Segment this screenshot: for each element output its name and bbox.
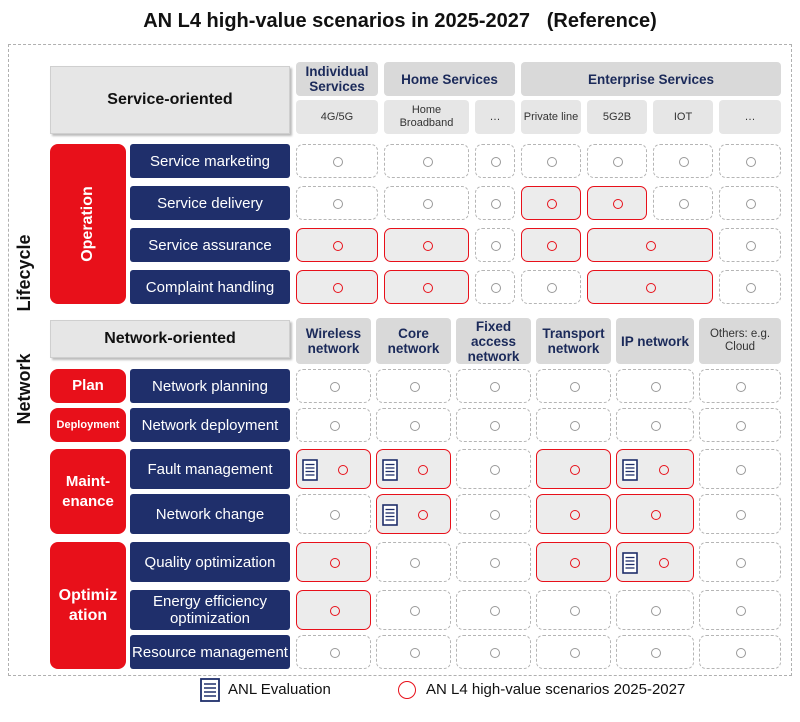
scenario-cell bbox=[616, 408, 694, 442]
scenario-cell bbox=[296, 369, 371, 403]
scenario-marker bbox=[418, 465, 428, 475]
scenario-cell bbox=[296, 408, 371, 442]
scenario-marker bbox=[491, 283, 501, 293]
scenario-marker bbox=[423, 157, 433, 167]
scenario-marker bbox=[613, 157, 623, 167]
scenario-marker bbox=[490, 510, 500, 520]
scenario-cell bbox=[456, 408, 531, 442]
anl-evaluation-icon bbox=[302, 459, 318, 481]
scenario-cell bbox=[521, 228, 581, 262]
column-head-individual-services: Individual Services bbox=[296, 62, 378, 96]
scenario-cell bbox=[296, 542, 371, 582]
scenario-cell bbox=[456, 449, 531, 489]
scenario-marker bbox=[423, 199, 433, 209]
scenario-marker bbox=[491, 199, 501, 209]
service-row-label: Service assurance bbox=[130, 228, 290, 262]
scenario-cell bbox=[456, 635, 531, 669]
network-section: Maint-enance bbox=[50, 449, 126, 534]
scenario-cell bbox=[376, 494, 451, 534]
column-head-enterprise-services: Enterprise Services bbox=[521, 62, 781, 96]
network-row-label: Resource management bbox=[130, 635, 290, 669]
scenario-marker bbox=[646, 283, 656, 293]
subhead-private-line: Private line bbox=[521, 100, 581, 134]
scenario-cell bbox=[376, 369, 451, 403]
scenario-marker bbox=[418, 510, 428, 520]
subhead-enterprise-more: … bbox=[719, 100, 781, 134]
subhead-5g2b: 5G2B bbox=[587, 100, 647, 134]
anl-evaluation-icon bbox=[622, 459, 638, 481]
scenario-marker bbox=[330, 648, 340, 658]
scenario-cell bbox=[719, 228, 781, 262]
scenario-marker bbox=[746, 157, 756, 167]
scenario-cell bbox=[456, 590, 531, 630]
scenario-cell bbox=[616, 635, 694, 669]
scenario-marker bbox=[410, 421, 420, 431]
scenario-marker bbox=[736, 421, 746, 431]
scenario-marker bbox=[746, 199, 756, 209]
service-oriented-header: Service-oriented bbox=[50, 66, 290, 134]
scenario-cell bbox=[376, 449, 451, 489]
scenario-marker bbox=[570, 558, 580, 568]
scenario-cell bbox=[699, 449, 781, 489]
network-row-label: Fault management bbox=[130, 449, 290, 489]
lifecycle-side-label: Lifecycle bbox=[14, 234, 34, 312]
scenario-marker bbox=[330, 421, 340, 431]
column-head-home-services: Home Services bbox=[384, 62, 515, 96]
scenario-cell bbox=[699, 590, 781, 630]
network-section: Deployment bbox=[50, 408, 126, 442]
scenario-cell bbox=[719, 270, 781, 304]
network-row-label: Quality optimization bbox=[130, 542, 290, 582]
scenario-marker bbox=[570, 465, 580, 475]
scenario-cell bbox=[719, 186, 781, 220]
scenario-marker bbox=[547, 241, 557, 251]
scenario-cell bbox=[296, 144, 378, 178]
scenario-marker bbox=[547, 283, 557, 293]
scenario-cell bbox=[719, 144, 781, 178]
section-operation bbox=[50, 144, 126, 304]
network-section: Optimiz ation bbox=[50, 542, 126, 669]
scenario-cell bbox=[296, 449, 371, 489]
scenario-marker bbox=[490, 558, 500, 568]
network-row-label: Network planning bbox=[130, 369, 290, 403]
scenario-marker bbox=[333, 199, 343, 209]
network-column-head: Fixed access network bbox=[456, 318, 531, 364]
scenario-marker bbox=[736, 558, 746, 568]
scenario-marker bbox=[491, 157, 501, 167]
scenario-marker bbox=[570, 648, 580, 658]
scenario-cell bbox=[616, 449, 694, 489]
scenario-cell bbox=[536, 369, 611, 403]
scenario-cell bbox=[296, 635, 371, 669]
anl-evaluation-icon bbox=[382, 459, 398, 481]
legend-eval-label: ANL Evaluation bbox=[228, 681, 331, 698]
scenario-cell bbox=[536, 449, 611, 489]
scenario-marker bbox=[736, 606, 746, 616]
scenario-cell bbox=[296, 494, 371, 534]
scenario-cell bbox=[587, 186, 647, 220]
scenario-marker bbox=[490, 648, 500, 658]
scenario-marker bbox=[333, 241, 343, 251]
scenario-cell bbox=[536, 408, 611, 442]
subhead-home-more: … bbox=[475, 100, 515, 134]
legend-hv-label: AN L4 high-value scenarios 2025-2027 bbox=[426, 681, 686, 698]
scenario-marker bbox=[651, 648, 661, 658]
scenario-cell bbox=[475, 186, 515, 220]
scenario-marker bbox=[659, 465, 669, 475]
scenario-marker bbox=[651, 382, 661, 392]
scenario-marker bbox=[410, 558, 420, 568]
scenario-cell bbox=[475, 228, 515, 262]
scenario-marker bbox=[490, 465, 500, 475]
scenario-cell bbox=[521, 144, 581, 178]
scenario-cell bbox=[376, 590, 451, 630]
scenario-cell bbox=[296, 186, 378, 220]
scenario-marker bbox=[570, 421, 580, 431]
scenario-marker bbox=[491, 241, 501, 251]
scenario-cell bbox=[616, 590, 694, 630]
scenario-marker bbox=[659, 558, 669, 568]
subhead-4g5g: 4G/5G bbox=[296, 100, 378, 134]
scenario-cell bbox=[456, 542, 531, 582]
scenario-cell bbox=[653, 186, 713, 220]
scenario-marker bbox=[736, 382, 746, 392]
scenario-cell bbox=[296, 270, 378, 304]
scenario-marker bbox=[338, 465, 348, 475]
scenario-cell bbox=[699, 408, 781, 442]
network-oriented-header: Network-oriented bbox=[50, 320, 290, 358]
scenario-marker bbox=[570, 382, 580, 392]
scenario-cell bbox=[616, 494, 694, 534]
subhead-home-broadband: Home Broadband bbox=[384, 100, 469, 134]
scenario-cell bbox=[536, 542, 611, 582]
scenario-cell bbox=[456, 369, 531, 403]
network-column-head: Others: e.g. Cloud bbox=[699, 318, 781, 364]
network-row-label: Network change bbox=[130, 494, 290, 534]
scenario-marker bbox=[333, 283, 343, 293]
service-row-label: Complaint handling bbox=[130, 270, 290, 304]
scenario-cell bbox=[587, 228, 713, 262]
service-row-label: Service marketing bbox=[130, 144, 290, 178]
scenario-marker bbox=[410, 648, 420, 658]
scenario-cell bbox=[521, 186, 581, 220]
scenario-marker bbox=[646, 241, 656, 251]
legend-eval-icon bbox=[200, 678, 220, 702]
scenario-cell bbox=[384, 186, 469, 220]
scenario-marker bbox=[547, 199, 557, 209]
scenario-cell bbox=[456, 494, 531, 534]
scenario-marker bbox=[330, 510, 340, 520]
scenario-cell bbox=[475, 144, 515, 178]
scenario-marker bbox=[490, 606, 500, 616]
scenario-cell bbox=[653, 144, 713, 178]
scenario-marker bbox=[679, 199, 689, 209]
scenario-marker bbox=[333, 157, 343, 167]
scenario-cell bbox=[296, 228, 378, 262]
scenario-marker bbox=[651, 606, 661, 616]
scenario-cell bbox=[376, 408, 451, 442]
scenario-cell bbox=[536, 635, 611, 669]
scenario-marker bbox=[330, 606, 340, 616]
scenario-cell bbox=[296, 590, 371, 630]
scenario-cell bbox=[699, 635, 781, 669]
scenario-marker bbox=[547, 157, 557, 167]
scenario-marker bbox=[570, 510, 580, 520]
network-section: Plan bbox=[50, 369, 126, 403]
scenario-marker bbox=[330, 382, 340, 392]
scenario-marker bbox=[490, 421, 500, 431]
scenario-cell bbox=[384, 228, 469, 262]
scenario-marker bbox=[736, 510, 746, 520]
scenario-marker bbox=[651, 510, 661, 520]
scenario-marker bbox=[330, 558, 340, 568]
scenario-marker bbox=[746, 283, 756, 293]
anl-evaluation-icon bbox=[622, 552, 638, 574]
network-column-head: IP network bbox=[616, 318, 694, 364]
scenario-marker bbox=[490, 382, 500, 392]
network-row-label: Network deployment bbox=[130, 408, 290, 442]
anl-evaluation-icon bbox=[382, 504, 398, 526]
service-row-label: Service delivery bbox=[130, 186, 290, 220]
scenario-marker bbox=[651, 421, 661, 431]
scenario-cell bbox=[587, 144, 647, 178]
network-column-head: Wireless network bbox=[296, 318, 371, 364]
scenario-cell bbox=[384, 144, 469, 178]
scenario-cell bbox=[699, 542, 781, 582]
legend-hv-icon bbox=[398, 681, 416, 699]
scenario-cell bbox=[536, 590, 611, 630]
scenario-cell bbox=[376, 542, 451, 582]
section-operation-label: Operation bbox=[79, 186, 96, 262]
scenario-cell bbox=[587, 270, 713, 304]
scenario-marker bbox=[410, 606, 420, 616]
network-side-label: Network bbox=[14, 353, 34, 425]
scenario-marker bbox=[410, 382, 420, 392]
network-column-head: Core network bbox=[376, 318, 451, 364]
scenario-marker bbox=[423, 283, 433, 293]
scenario-marker bbox=[746, 241, 756, 251]
scenario-marker bbox=[736, 465, 746, 475]
scenario-cell bbox=[699, 494, 781, 534]
subhead-iot: IOT bbox=[653, 100, 713, 134]
scenario-marker bbox=[570, 606, 580, 616]
scenario-marker bbox=[679, 157, 689, 167]
scenario-cell bbox=[376, 635, 451, 669]
scenario-cell bbox=[536, 494, 611, 534]
scenario-marker bbox=[613, 199, 623, 209]
scenario-cell bbox=[475, 270, 515, 304]
scenario-cell bbox=[699, 369, 781, 403]
scenario-marker bbox=[736, 648, 746, 658]
scenario-cell bbox=[616, 542, 694, 582]
page-title: AN L4 high-value scenarios in 2025-2027 (Reference) bbox=[143, 10, 657, 32]
network-row-label: Energy efficiency optimization bbox=[130, 590, 290, 630]
scenario-cell bbox=[616, 369, 694, 403]
scenario-marker bbox=[423, 241, 433, 251]
scenario-cell bbox=[384, 270, 469, 304]
scenario-cell bbox=[521, 270, 581, 304]
network-column-head: Transport network bbox=[536, 318, 611, 364]
